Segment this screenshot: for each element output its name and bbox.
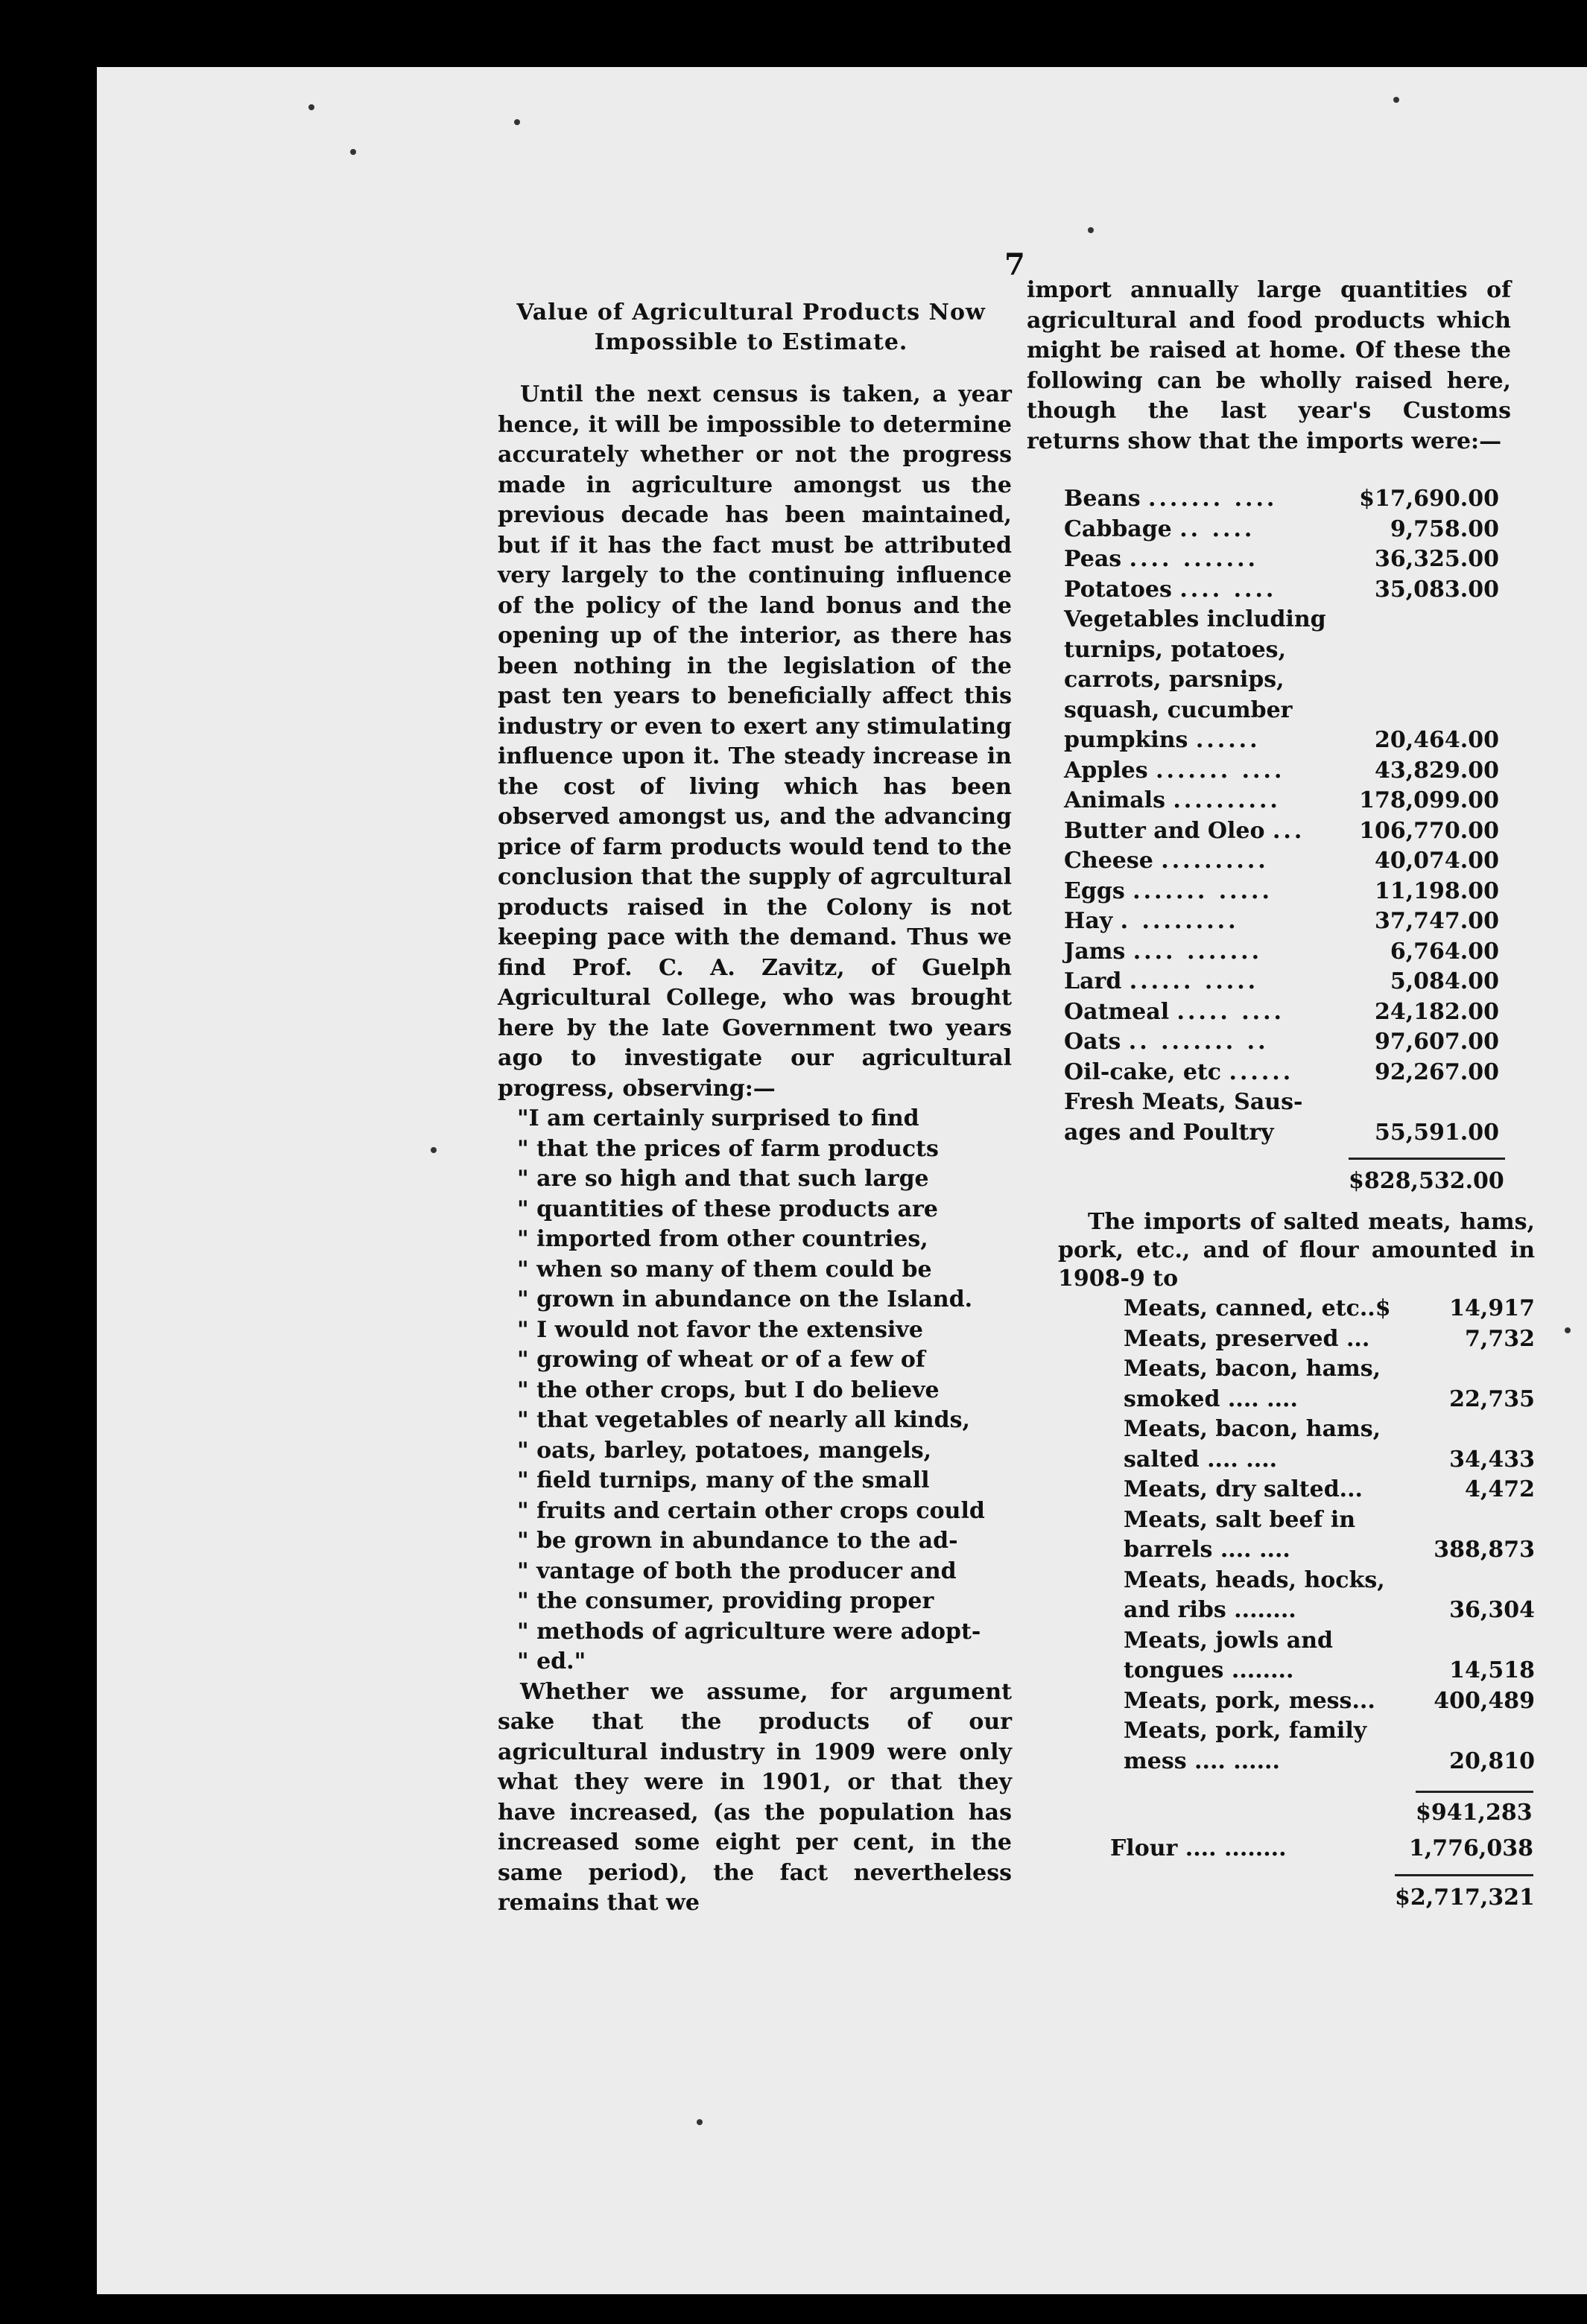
item-label: Meats, salt beef in — [1124, 1506, 1356, 1533]
leader-dots: .... .... — [1179, 576, 1277, 603]
imports-total-rule — [1349, 1158, 1505, 1160]
item-name — [1089, 1747, 1422, 1777]
leader-dots: ...... — [1229, 1058, 1294, 1085]
item-label: Fresh Meats, Saus- — [1064, 1089, 1303, 1115]
item-label: Jams — [1064, 938, 1126, 965]
item-name — [1089, 1716, 1422, 1747]
meats-row — [1089, 1566, 1535, 1596]
item-name — [1030, 575, 1359, 606]
item-value: 106,770.00 — [1359, 817, 1499, 844]
item-value: 34,433 — [1449, 1446, 1535, 1473]
item-label: Meats, preserved ... — [1124, 1325, 1370, 1352]
imports-row — [1030, 575, 1499, 606]
item-label: Oatmeal — [1064, 998, 1170, 1025]
item-label: Meats, bacon, hams, — [1124, 1416, 1381, 1442]
item-name — [1030, 997, 1359, 1028]
quote-line: " be grown in abundance to the ad- — [517, 1528, 958, 1554]
item-name — [1030, 1027, 1359, 1058]
meats-row — [1089, 1324, 1535, 1355]
imports-intro: import annually large quantities of agricultural and food products which might be raised at home. Of these the following can be wholly raised here, though the last year's Customs returns show that the imports were:— — [1027, 277, 1511, 454]
item-label: and ribs ........ — [1124, 1597, 1296, 1623]
leader-dots: .......... — [1173, 787, 1281, 813]
grand-total: $2,717,321 — [1395, 1885, 1535, 1911]
leader-dots: .... ....... — [1129, 546, 1258, 572]
meats-row — [1089, 1354, 1535, 1385]
item-name — [1089, 1445, 1422, 1476]
item-value: 36,325.00 — [1374, 546, 1499, 572]
item-name — [1089, 1505, 1422, 1536]
item-name — [1089, 1535, 1422, 1566]
leader-dots: .......... — [1161, 848, 1269, 874]
imports-row — [1030, 545, 1499, 575]
item-label: Meats, dry salted... — [1124, 1476, 1363, 1502]
item-name — [1030, 907, 1359, 937]
item-name — [1089, 1686, 1422, 1717]
item-value — [1359, 696, 1499, 726]
leader-dots: ...... ..... — [1129, 968, 1259, 994]
item-name — [1030, 877, 1359, 907]
item-name — [1030, 1088, 1359, 1118]
leader-dots: ...... — [1195, 727, 1261, 753]
print-speck — [1088, 227, 1094, 233]
leader-dots: ..... .... — [1176, 998, 1285, 1025]
item-label: Meats, bacon, hams, — [1124, 1356, 1381, 1382]
item-value: $17,690.00 — [1359, 486, 1499, 512]
item-value — [1422, 1566, 1535, 1596]
meats-row — [1089, 1475, 1535, 1505]
meats-row — [1089, 1415, 1535, 1445]
item-label: Apples — [1064, 757, 1148, 784]
print-speck — [1393, 97, 1399, 103]
item-name — [1030, 786, 1359, 816]
imports-row — [1030, 1027, 1499, 1058]
item-value: 55,591.00 — [1374, 1119, 1499, 1146]
item-value — [1422, 1505, 1535, 1536]
quote-line: " are so high and that such large — [517, 1166, 929, 1192]
leader-dots: .. ....... .. — [1128, 1029, 1269, 1055]
meats-row — [1089, 1656, 1535, 1686]
quote-line: " quantities of these products are — [517, 1196, 938, 1222]
item-name — [1030, 937, 1359, 968]
leader-dots: .... ....... — [1133, 938, 1263, 965]
flour-label: Flour .... ........ — [1110, 1835, 1287, 1861]
leader-dots: ....... ..... — [1133, 877, 1273, 904]
meats-total: $941,283 — [1416, 1800, 1533, 1826]
item-value — [1359, 605, 1499, 635]
meats-row — [1089, 1686, 1535, 1717]
quote-line: " grown in abundance on the Island. — [517, 1286, 973, 1312]
quote-line: " I would not favor the extensive — [517, 1316, 923, 1343]
quote-line: " field turnips, many of the small — [517, 1467, 930, 1493]
meats-row — [1089, 1385, 1535, 1415]
item-value: 36,304 — [1449, 1597, 1535, 1623]
imports-row — [1030, 786, 1499, 816]
item-value: 40,074.00 — [1374, 848, 1499, 874]
leader-dots: ....... .... — [1148, 486, 1278, 512]
item-label: Oil-cake, etc — [1064, 1058, 1222, 1085]
zavitz-quote — [498, 1104, 1012, 1677]
print-speck — [308, 104, 314, 110]
item-label: Meats, canned, etc..$ — [1124, 1295, 1391, 1321]
quote-line: " when so many of them could be — [517, 1256, 932, 1283]
meats-row — [1089, 1294, 1535, 1324]
item-label: carrots, parsnips, — [1064, 667, 1285, 693]
item-label: salted .... .... — [1124, 1446, 1278, 1473]
quote-line: " vantage of both the producer and — [517, 1558, 957, 1584]
imports-row — [1030, 967, 1499, 997]
item-value: 20,464.00 — [1374, 727, 1499, 753]
meats-row — [1089, 1445, 1535, 1476]
imports-row — [1030, 937, 1499, 968]
item-label: Eggs — [1064, 877, 1125, 904]
item-value: 43,829.00 — [1374, 757, 1499, 784]
quote-line: " that vegetables of nearly all kinds, — [517, 1407, 970, 1433]
item-label: ages and Poultry — [1064, 1119, 1274, 1146]
item-label: Butter and Oleo — [1064, 817, 1265, 844]
quote-line: " methods of agriculture were adopt- — [517, 1618, 981, 1645]
item-value: 20,810 — [1449, 1747, 1535, 1774]
item-label: squash, cucumber — [1064, 696, 1293, 723]
meats-row — [1089, 1626, 1535, 1657]
item-name — [1030, 1118, 1359, 1149]
imports-row — [1030, 484, 1499, 515]
item-value — [1359, 665, 1499, 696]
item-value — [1422, 1716, 1535, 1747]
item-label: Cheese — [1064, 848, 1153, 874]
item-name — [1089, 1385, 1422, 1415]
imports-row — [1030, 907, 1499, 937]
item-value: 400,489 — [1434, 1687, 1535, 1714]
item-name — [1089, 1415, 1422, 1445]
item-name — [1030, 605, 1359, 635]
imports-row — [1030, 877, 1499, 907]
item-value: 9,758.00 — [1390, 515, 1499, 542]
meats-row — [1089, 1596, 1535, 1626]
meats-table — [1089, 1294, 1535, 1777]
flour-value: 1,776,038 — [1408, 1835, 1533, 1861]
item-label: Meats, heads, hocks, — [1124, 1566, 1385, 1593]
item-value: 388,873 — [1434, 1537, 1535, 1563]
article-paragraph-2: Whether we assume, for argument sake that the products of our agricultural industry in 1909 were only what they were in 1901, or that they have increased, (as the population has increased some eight per cent, in the same period), the fact nevertheless remains that we — [498, 1678, 1012, 1916]
imports-table — [1030, 484, 1499, 1148]
leader-dots: ... — [1272, 817, 1305, 844]
meats-row — [1089, 1505, 1535, 1536]
imports-row — [1030, 635, 1499, 666]
item-value: 22,735 — [1449, 1385, 1535, 1412]
meats-total-rule — [1416, 1791, 1533, 1793]
item-label: Peas — [1064, 546, 1122, 572]
imports-total: $828,532.00 — [1349, 1168, 1504, 1194]
item-name — [1089, 1596, 1422, 1626]
item-name — [1089, 1566, 1422, 1596]
item-label: Lard — [1064, 968, 1122, 994]
item-name — [1030, 1058, 1359, 1088]
item-label: Potatoes — [1064, 576, 1172, 603]
item-name — [1030, 635, 1359, 666]
quote-line: " fruits and certain other crops could — [517, 1497, 985, 1524]
item-value — [1359, 635, 1499, 666]
item-value: 37,747.00 — [1374, 908, 1499, 934]
meats-row — [1089, 1716, 1535, 1747]
item-value: 35,083.00 — [1374, 576, 1499, 603]
item-value: 5,084.00 — [1390, 968, 1499, 994]
imports-row — [1030, 696, 1499, 726]
item-label: mess .... ...... — [1124, 1747, 1280, 1774]
item-name — [1089, 1475, 1422, 1505]
print-speck — [350, 149, 356, 155]
leader-dots: ....... .... — [1156, 757, 1285, 784]
item-name — [1030, 484, 1359, 515]
item-value: 7,732 — [1465, 1325, 1535, 1352]
quote-line: " the consumer, providing proper — [517, 1588, 934, 1614]
heading-line-2: Impossible to Estimate. — [594, 329, 908, 355]
imports-row — [1030, 1088, 1499, 1118]
item-name — [1030, 696, 1359, 726]
item-value: 4,472 — [1465, 1476, 1535, 1502]
item-label: tongues ........ — [1124, 1657, 1294, 1683]
item-value — [1359, 1088, 1499, 1118]
item-label: turnips, potatoes, — [1064, 636, 1287, 663]
item-name — [1030, 756, 1359, 787]
item-label: Meats, pork, mess... — [1124, 1687, 1375, 1714]
flour-row — [1110, 1835, 1533, 1861]
article-heading — [498, 298, 1004, 358]
item-label: Vegetables including — [1064, 606, 1326, 632]
item-label: Animals — [1064, 787, 1165, 813]
imports-row — [1030, 1118, 1499, 1149]
meats-row — [1089, 1747, 1535, 1777]
item-value: 92,267.00 — [1374, 1058, 1499, 1085]
item-label: Beans — [1064, 486, 1141, 512]
imports-row — [1030, 756, 1499, 787]
item-name — [1030, 665, 1359, 696]
quote-line: " growing of wheat or of a few of — [517, 1347, 925, 1373]
quote-line: " oats, barley, potatoes, mangels, — [517, 1437, 932, 1464]
print-speck — [431, 1147, 437, 1153]
item-value — [1422, 1626, 1535, 1657]
grand-total-rule — [1395, 1874, 1533, 1876]
item-label: Oats — [1064, 1029, 1121, 1055]
item-name — [1030, 726, 1359, 756]
heading-line-1: Value of Agricultural Products Now — [516, 299, 986, 326]
imports-row — [1030, 846, 1499, 877]
quote-line: " the other crops, but I do believe — [517, 1377, 940, 1403]
item-name — [1030, 515, 1359, 545]
article-paragraph-1: Until the next census is taken, a year hence, it will be impossible to determine accurately whether or not the progress made in agriculture amongst us the previous decade has been maintained, but if it has the fact must be attributed very largely to the continuing influence of the policy of the land bonus and the opening up of the interior, as there has been nothing in the legislation of the past ten years to beneficially affect this industry or even to exert any stimulating influence upon it. The steady increase in the cost of living which has been observed amongst us, and the advancing price of farm products would tend to the conclusion that the supply of agrcultural products raised in the Colony is not keeping pace with the demand. Thus we find Prof. C. A. Zavitz, of Guelph Agricultural College, who was brought here by the late Government two years ago to investigate our agricultural progress, observing:— — [498, 381, 1013, 1102]
imports-row — [1030, 515, 1499, 545]
item-value: 24,182.00 — [1374, 998, 1499, 1025]
imports-row — [1030, 605, 1499, 635]
item-name — [1030, 967, 1359, 997]
imports-row — [1030, 665, 1499, 696]
imports-row — [1030, 1058, 1499, 1088]
item-label: Meats, jowls and — [1124, 1627, 1334, 1654]
quote-line: "I am certainly surprised to find — [517, 1105, 919, 1131]
meats-row — [1089, 1535, 1535, 1566]
item-name — [1089, 1626, 1422, 1657]
imports-row — [1030, 816, 1499, 847]
item-name — [1089, 1324, 1422, 1355]
item-name — [1030, 816, 1359, 847]
item-name — [1089, 1656, 1422, 1686]
quote-line: " that the prices of farm products — [517, 1135, 939, 1162]
print-speck — [697, 2119, 703, 2125]
item-label: Cabbage — [1064, 515, 1172, 542]
item-name — [1089, 1294, 1422, 1324]
quote-line: " imported from other countries, — [517, 1226, 928, 1252]
item-name — [1089, 1354, 1422, 1385]
item-value: 178,099.00 — [1359, 787, 1499, 813]
item-value — [1422, 1354, 1535, 1385]
page-number: 7 — [1004, 247, 1025, 282]
item-value: 14,917 — [1449, 1295, 1535, 1321]
item-value — [1422, 1415, 1535, 1445]
item-label: smoked .... .... — [1124, 1385, 1298, 1412]
right-column-intro — [1027, 276, 1511, 457]
item-label: Meats, pork, family — [1124, 1718, 1367, 1744]
item-name — [1030, 846, 1359, 877]
item-value: 6,764.00 — [1390, 938, 1499, 965]
item-value: 97,607.00 — [1374, 1029, 1499, 1055]
item-label: Hay — [1064, 908, 1113, 934]
item-name — [1030, 545, 1359, 575]
imports-row — [1030, 997, 1499, 1028]
leader-dots: .. .... — [1179, 515, 1255, 542]
salted-meats-intro: The imports of salted meats, hams, pork, etc., and of flour amounted in 1908-9 to — [1058, 1209, 1535, 1292]
left-column — [498, 380, 1012, 1919]
print-speck — [514, 119, 520, 125]
imports-row — [1030, 726, 1499, 756]
quote-line: " ed." — [517, 1648, 586, 1674]
item-value: 14,518 — [1449, 1657, 1535, 1683]
leader-dots: . ......... — [1120, 908, 1239, 934]
item-label: barrels .... .... — [1124, 1537, 1290, 1563]
item-label: pumpkins — [1064, 727, 1188, 753]
print-speck — [1565, 1327, 1571, 1333]
item-value: 11,198.00 — [1374, 877, 1499, 904]
